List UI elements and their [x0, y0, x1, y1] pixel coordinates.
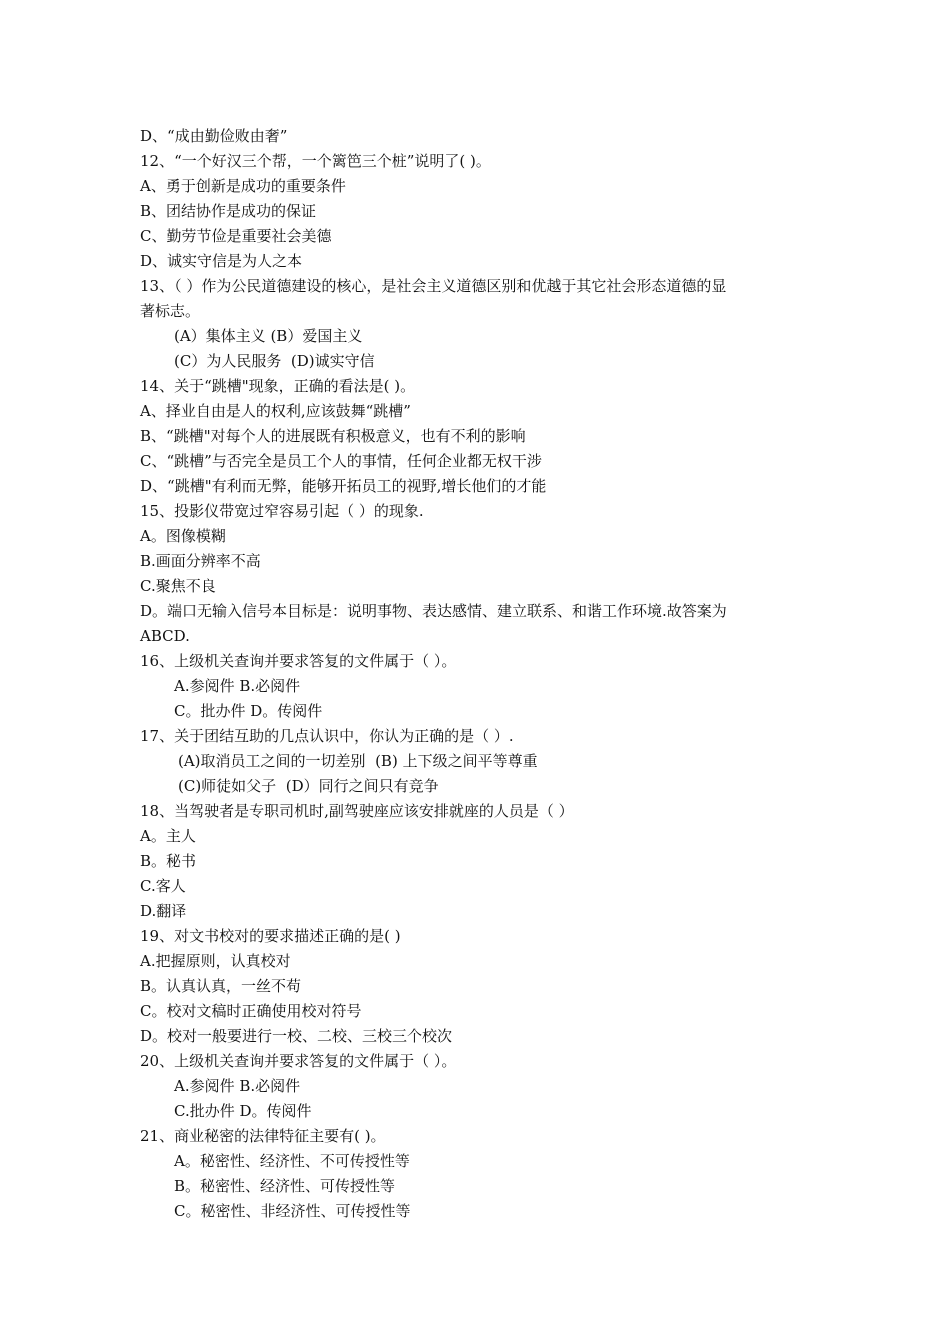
- question-13: 13、（ ）作为公民道德建设的核心，是社会主义道德区别和优越于其它社会形态道德的显: [140, 277, 727, 295]
- question-14: 14、关于“跳槽"现象，正确的看法是( )。: [140, 377, 416, 395]
- question-16: 16、上级机关查询并要求答复的文件属于（ ）。: [140, 652, 457, 670]
- question-19: 19、对文书校对的要求描述正确的是( ): [140, 927, 401, 945]
- option-a: A、择业自由是人的权利,应该鼓舞“跳槽”: [140, 402, 411, 420]
- option-d: D、诚实守信是为人之本: [140, 252, 303, 270]
- option-a: A。主人: [140, 827, 196, 845]
- option-c: C。秘密性、非经济性、可传授性等: [174, 1202, 411, 1220]
- options-ab: (A）集体主义 (B）爱国主义: [174, 327, 363, 345]
- options-ab: A.参阅件 B.必阅件: [174, 1077, 301, 1095]
- option-b: B。认真认真，一丝不苟: [140, 977, 302, 995]
- option-b: B、团结协作是成功的保证: [140, 202, 317, 220]
- options-ab: A.参阅件 B.必阅件: [174, 677, 301, 695]
- question-15: 15、投影仪带宽过窄容易引起（ ）的现象.: [140, 502, 424, 520]
- question-17: 17、关于团结互助的几点认识中，你认为正确的是（ ）.: [140, 727, 514, 745]
- options-cd: (C)师徒如父子 (D）同行之间只有竞争: [178, 777, 439, 795]
- option-c: C.聚焦不良: [140, 577, 216, 595]
- option-d: D。校对一般要进行一校、二校、三校三个校次: [140, 1027, 453, 1045]
- option-c: C、“跳槽”与否完全是员工个人的事情，任何企业都无权干涉: [140, 452, 542, 470]
- option-c: C。校对文稿时正确使用校对符号: [140, 1002, 362, 1020]
- option-a: A、勇于创新是成功的重要条件: [140, 177, 346, 195]
- text-line: D、“成由勤俭败由奢”: [140, 127, 288, 145]
- question-20: 20、上级机关查询并要求答复的文件属于（ ）。: [140, 1052, 457, 1070]
- option-d: D.翻译: [140, 902, 187, 920]
- options-cd: (C）为人民服务 (D)诚实守信: [174, 352, 375, 370]
- option-a: A.把握原则，认真校对: [140, 952, 291, 970]
- question-12: 12、“一个好汉三个帮，一个篱笆三个桩”说明了( )。: [140, 152, 491, 170]
- option-a: A。图像模糊: [140, 527, 226, 545]
- option-d: D。端口无输入信号本目标是：说明事物、表达感情、建立联系、和谐工作环境.故答案为: [140, 602, 727, 620]
- options-ab: (A)取消员工之间的一切差别 (B) 上下级之间平等尊重: [178, 752, 538, 770]
- option-d: D、“跳槽"有利而无弊，能够开拓员工的视野,增长他们的才能: [140, 477, 547, 495]
- question-18: 18、当驾驶者是专职司机时,副驾驶座应该安排就座的人员是（ ）: [140, 802, 574, 820]
- options-cd: C.批办件 D。传阅件: [174, 1102, 312, 1120]
- option-b: B。秘密性、经济性、可传授性等: [174, 1177, 396, 1195]
- options-cd: C。批办件 D。传阅件: [174, 702, 323, 720]
- option-a: A。秘密性、经济性、不可传授性等: [174, 1152, 410, 1170]
- question-13-continued: 著标志。: [140, 302, 201, 320]
- option-d-continued: ABCD.: [140, 627, 190, 645]
- document-body: [140, 124, 820, 1224]
- question-21: 21、商业秘密的法律特征主要有( )。: [140, 1127, 386, 1145]
- option-c: C.客人: [140, 877, 186, 895]
- option-b: B。秘书: [140, 852, 197, 870]
- option-b: B、“跳槽"对每个人的进展既有积极意义，也有不利的影响: [140, 427, 526, 445]
- option-b: B.画面分辨率不高: [140, 552, 261, 570]
- option-c: C、勤劳节俭是重要社会美德: [140, 227, 332, 245]
